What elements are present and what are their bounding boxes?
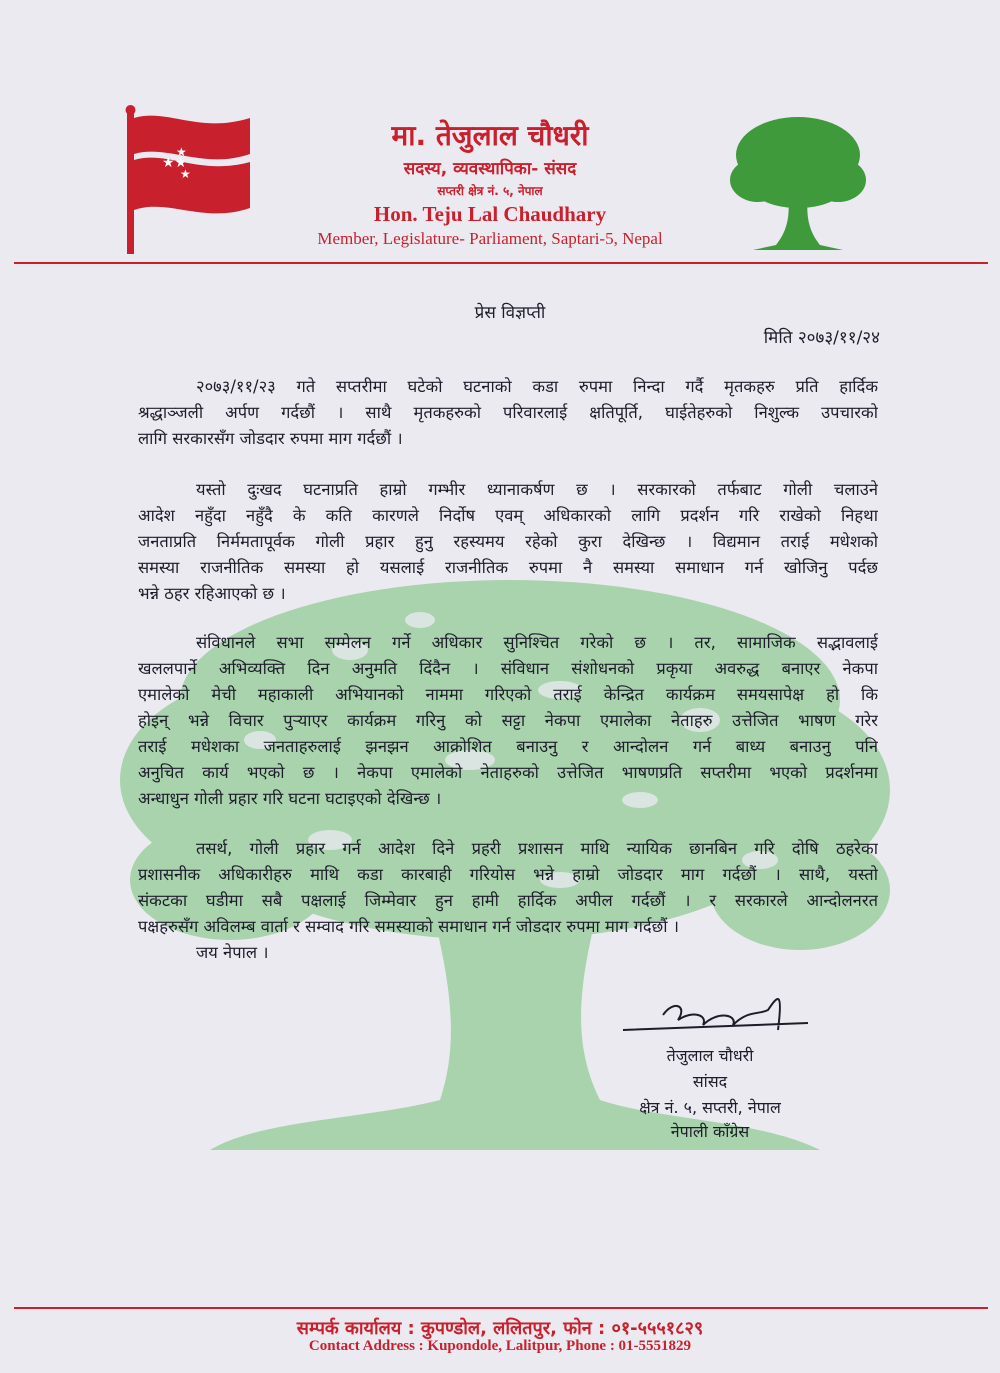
header-divider <box>14 262 988 264</box>
paragraph-3 <box>138 630 878 812</box>
text-line: एमालेको मेची महाकाली अभियानको नाममा गरिएको तराई केन्द्रित कार्यक्रम समयसापेक्ष हो कि <box>138 685 878 704</box>
paragraph-1 <box>138 374 878 452</box>
text-line: समस्या राजनीतिक समस्या हो यसलाई राजनीतिक रुपमा नै समस्या समाधान गर्न खोजिनु पर्दछ <box>138 558 878 577</box>
svg-text:★: ★ <box>180 167 191 181</box>
text-line: भन्ने ठहर रहिआएको छ । <box>138 584 286 603</box>
footer-contact-en: Contact Address : Kupondole, Lalitpur, Phone : 01-5551829 <box>308 1338 692 1354</box>
paragraph-2 <box>138 477 878 607</box>
document-date: मिति २०७३/११/२४ <box>763 328 880 348</box>
signatory-title: सांसद <box>692 1072 728 1091</box>
signatory-party: नेपाली काँग्रेस <box>670 1122 750 1141</box>
text-line: लागि सरकारसँग जोडदार रुपमा माग गर्दछौं । <box>138 429 403 448</box>
signatory-name: तेजुलाल चौधरी <box>666 1046 754 1065</box>
text-line: श्रद्धाञ्जली अर्पण गर्दछौं । साथै मृतकहरुको परिवारलाई क्षतिपूर्ति, घाईतेहरुको निशुल्क उपचारको <box>138 403 878 422</box>
tree-logo <box>728 110 868 255</box>
handwritten-signature <box>618 985 818 1045</box>
letterhead-name-en: Hon. Teju Lal Chaudhary <box>373 202 607 226</box>
footer-contact-np: सम्पर्क कार्यालय : कुपण्डोल, ललितपुर, फोन : ०१-५५५१८२९ <box>296 1318 704 1339</box>
letterhead-role-en: Member, Legislature- Parliament, Saptari-5, Nepal <box>317 229 663 248</box>
paragraph-4 <box>138 836 878 966</box>
closing-text: जय नेपाल । <box>196 943 269 962</box>
signatory-constituency: क्षेत्र नं. ५, सप्तरी, नेपाल <box>639 1098 781 1117</box>
document-title: प्रेस विज्ञप्ती <box>474 303 546 323</box>
svg-text:★★: ★★ <box>162 155 188 171</box>
text-line: तसर्थ, गोली प्रहार गर्न आदेश दिने प्रहरी प्रशासन माथि न्यायिक छानबिन गरि दोषि ठहरेका <box>196 839 878 858</box>
text-line: संविधानले सभा सम्मेलन गर्ने अधिकार सुनिश्चित गरेको छ । तर, सामाजिक सद्भावलाई <box>196 633 878 652</box>
text-line: खललपार्ने अभिव्यक्ति दिन अनुमति दिंदैन । संविधान संशोधनको प्रकृया अवरुद्ध बनाएर नेकपा <box>138 659 878 678</box>
text-line: अन्धाधुन गोली प्रहार गरि घटना घटाइएको देखिन्छ । <box>138 789 442 808</box>
text-line: संकटका घडीमा सबै पक्षलाई जिम्मेवार हुन हामी हार्दिक अपील गर्दछौं । र सरकारले आन्दोलनरत <box>138 891 878 910</box>
text-line: पक्षहरुसँग अविलम्ब वार्ता र सम्वाद गरि समस्याको समाधान गर्न जोडदार रुपमा माग गर्दछौं । <box>138 917 680 936</box>
party-flag-logo <box>118 104 258 256</box>
text-line: प्रशासनीक अधिकारीहरु माथि कडा कारबाही गरियोस भन्ने हाम्रो जोडदार माग गर्दछौं । साथै, यस्तो <box>138 865 878 884</box>
text-line: आदेश नहुँदा नहुँदै के कति कारणले निर्दोष एवम् अधिकारको लागि प्रदर्शन गरि राखेको निहथा <box>138 506 878 525</box>
letterhead-role-np: सदस्य, व्यवस्थापिका- संसद <box>403 159 577 179</box>
letterhead-constituency-np: सप्तरी क्षेत्र नं. ५, नेपाल <box>437 184 543 198</box>
text-line: अनुचित कार्य भएको छ । नेकपा एमालेको नेताहरुको उत्तेजित भाषणप्रति सप्तरीमा भएको प्रदर्शनमा <box>138 763 878 782</box>
text-line: २०७३/११/२३ गते सप्तरीमा घटेको घटनाको कडा रुपमा निन्दा गर्दै मृतकहरु प्रति हार्दिक <box>196 377 878 396</box>
letterhead-name-np: मा. तेजुलाल चौधरी <box>391 119 589 152</box>
text-line: होइन् भन्ने विचार पुऱ्याएर कार्यक्रम गरिनु को सट्टा नेकपा एमालेका नेताहरु उत्तेजित भाषण गरेर <box>138 711 878 730</box>
text-line: जनताप्रति निर्ममतापूर्वक गोली प्रहार हुनु रहस्यमय रहेको कुरा देखिन्छ । विद्यमान तराई मधेशको <box>138 532 878 551</box>
footer-divider <box>14 1307 988 1309</box>
text-line: यस्तो दुःखद घटनाप्रति हाम्रो गम्भीर ध्यानाकर्षण छ । सरकारको तर्फबाट गोली चलाउने <box>196 480 878 499</box>
text-line: तराई मधेशका जनताहरुलाई झनझन आक्रोशित बनाउनु र आन्दोलन गर्न बाध्य बनाउनु पनि <box>138 737 878 756</box>
svg-text:★: ★ <box>176 145 187 159</box>
